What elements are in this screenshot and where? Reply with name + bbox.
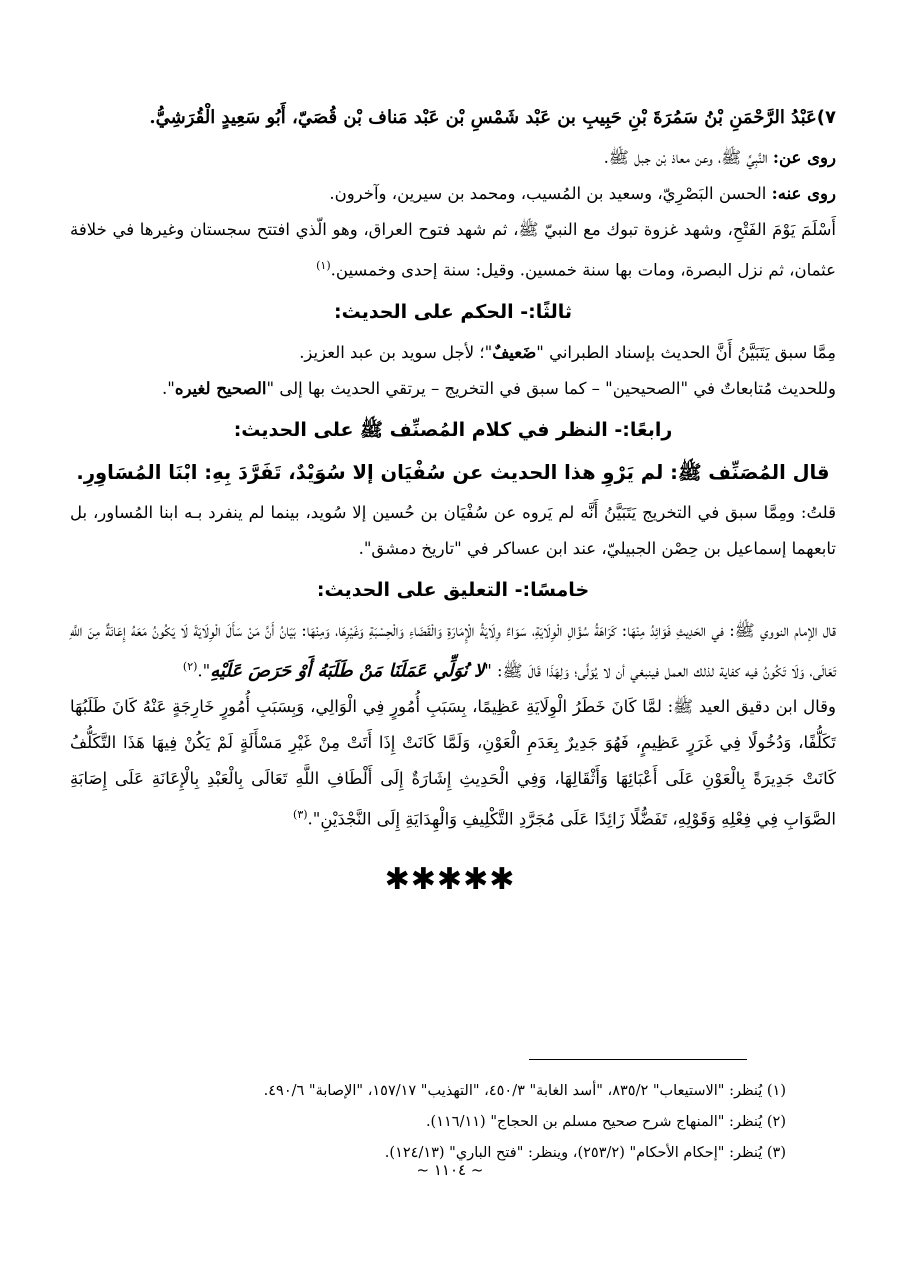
footnotes bbox=[150, 1076, 786, 1169]
ruling-line-1-text: مِمَّا سبق يَتَبَيَّنُ أَنَّ الحديث بإسناد الطبراني " bbox=[536, 342, 836, 362]
nawawi-text: قال الإمام النووي ﷺ: في الحَدِيثِ فَوَائِدُ مِنْهَا: كَرَاهَةُ سُؤَالِ الْوِلَايَةِ، سَوَاءٌ وِلَايَةُ الْإِمَارَةِ وَالْقَضَاءِ وَالْحِسْبَةِ وَغَيْرِهَا، وَمِنْهَا: بَيَانُ أَنَّ مَنْ سَأَلَ الْوِلَايَةَ لَا يَكُونُ مَعَهُ إِعَانَةٌ مِنَ اللَّهِ تَعَالَى، وَلَا تَكُونُ فيه كفاية لذلك العمل فينبغي أن لا يُوَلَّى؛ وَلِهَذَا قَالَ ﷺ: " bbox=[70, 620, 836, 680]
nawawi-end: ". bbox=[197, 661, 211, 680]
narrator-name: عَبْدُ الرَّحْمَنِ بْنُ سَمُرَةَ بْنِ حَبِيبِ بن عَبْد شَمْسِ بْن عَبْد مَناف بْن قُصَيّ، أَبُو سَعِيدٍ الْقُرَشِيُّ. bbox=[149, 107, 817, 128]
narrated-by-label: روى عنه: bbox=[771, 184, 836, 203]
nawawi-paragraph bbox=[70, 613, 836, 690]
ruling-line-1-end: "؛ لأجل سويد بن عبد العزيز. bbox=[299, 342, 493, 362]
ruling-line-1 bbox=[70, 335, 836, 371]
footnote-ref-1: (١) bbox=[316, 259, 331, 272]
hadith-quote: لا نُوَلِّي عَمَلَنَا مَنْ طَلَبَهُ أَوْ حَرَصَ عَلَيْهِ bbox=[210, 660, 485, 681]
footnote-ref-2: (٢) bbox=[182, 659, 198, 673]
narrated-from-text: النَّبِيِّ ﷺ، وعن معاذ بْن جبل ﷺ. bbox=[603, 148, 768, 167]
ruling-line-2 bbox=[70, 371, 836, 407]
narrator-title bbox=[70, 100, 836, 136]
footnote-2: (٢) يُنظر: "المنهاج شرح صحيح مسلم بن الحجاج" (١١٦/١١). bbox=[425, 1114, 786, 1130]
narrator-number: ٧) bbox=[816, 107, 836, 128]
ruling-line-2-end: ". bbox=[161, 378, 175, 398]
narrated-by-line bbox=[70, 176, 836, 212]
footnote-ref-3: (٣) bbox=[293, 808, 308, 821]
author-quote-text: لم يَرْوِ هذا الحديث عن سُفْيَان إلا سُوَيْدٌ، تَفَرَّدَ بِهِ: ابْنَا المُسَاوِرِ. bbox=[76, 460, 664, 484]
footnote-divider bbox=[529, 1059, 747, 1060]
section-5-heading: خامسًا:- التعليق على الحديث: bbox=[316, 578, 590, 601]
page-number: ~ ١١٠٤ ~ bbox=[416, 1161, 484, 1179]
narrated-from-label: روى عن: bbox=[772, 148, 836, 167]
narrated-from-line bbox=[70, 140, 836, 176]
page-body bbox=[70, 100, 836, 838]
author-analysis-paragraph: قلتُ: ومِمَّا سبق في التخريج يَتَبَيَّنُ أَنَّه لم يَروه عن سُفْيَان بن حُسين إلا سُويد، بينما لم ينفرد بـه ابنا المُساور، بل تابعهما إسماعيل بن حِصْن الجبيليّ، عند ابن عساكر في "تاريخ دمشق". bbox=[70, 502, 836, 558]
author-quote-label: قال المُصَنِّف ﷺ: bbox=[670, 460, 830, 484]
narrated-by-text: الحسن البَصْرِيّ، وسعيد بن المُسيب، ومحمد بن سيرين، وآخرون. bbox=[329, 184, 767, 203]
section-separator: ✱✱✱✱✱ bbox=[384, 862, 516, 897]
ruling-weak-label: ضَعيفٌ bbox=[492, 342, 537, 362]
footnote-3: (٣) يُنظر: "إحكام الأحكام" (٢٥٣/٢)، وينظر: "فتح الباري" (١٢٤/١٣). bbox=[384, 1145, 786, 1161]
ibn-daqiq-text: وقال ابن دقيق العيد ﷺ: لمَّا كَانَ خَطَرُ الْوِلَايَةِ عَظِيمًا، بِسَبَبِ أُمُورٍ فِي الْوَالِي، وَبِسَبَبِ أُمُورٍ خَارِجَةٍ عَنْهُ كَانَ طَلَبُهَا تَكَلُّفًا، وَدُخُولًا فِي غَرَرٍ عَظِيمٍ، فَهُوَ جَدِيرٌ بِعَدَمِ الْعَوْنِ، وَلَمَّا كَانَتْ إِذَا أَتَتْ مِنْ غَيْرِ مَسْأَلَةٍ لَمْ يَكُنْ فِيهَا هَذَا التَّكَلُّفُ كَانَتْ جَدِيرَةً بِالْعَوْنِ عَلَى أَعْبَائِهَا وَأَثْقَالِهَا، وَفِي الْحَدِيثِ إِشَارَةٌ إِلَى أَلْطَافِ اللَّهِ تَعَالَى بِالْعَبْدِ بِالْإِعَانَةِ عَلَى إِصَابَةِ الصَّوَابِ فِي فِعْلِهِ وَقَوْلِهِ، تَفَضُّلًا زَائِدًا عَلَى مُجَرَّدِ التَّكْلِيفِ وَالْهِدَايَةِ إِلَى النَّجْدَيْنِ". bbox=[70, 697, 836, 829]
bio-paragraph bbox=[70, 212, 836, 289]
section-3-heading: ثالثًا:- الحكم على الحديث: bbox=[333, 300, 573, 323]
author-quote bbox=[70, 453, 836, 493]
section-4-heading: رابعًا:- النظر في كلام المُصنِّف ﷺ على الحديث: bbox=[233, 418, 673, 441]
footnote-1: (١) يُنظر: "الاستيعاب" ٨٣٥/٢، "أسد الغابة" ٤٥٠/٣، "التهذيب" ١٥٧/١٧، "الإصابة" ٤٩٠/٦. bbox=[263, 1083, 786, 1099]
ruling-line-2-text: وللحديث مُتابعاتٌ في "الصحيحين" – كما سبق في التخريج – يرتقي الحديث بها إلى " bbox=[266, 378, 836, 398]
bio-paragraph-text: أَسْلَمَ يَوْمَ الفَتْحِ، وشهد غزوة تبوك مع النبيّ ﷺ، ثم شهد فتوح العراق، وهو الّذي افتتح سجستان وغيرها في خلافة عثمان، ثم نزل البصرة، ومات بها سنة خمسين. وقيل: سنة إحدى وخمسين. bbox=[70, 220, 836, 280]
ruling-sahih-label: الصحيح لغيره bbox=[174, 378, 267, 398]
ibn-daqiq-paragraph bbox=[70, 689, 836, 838]
